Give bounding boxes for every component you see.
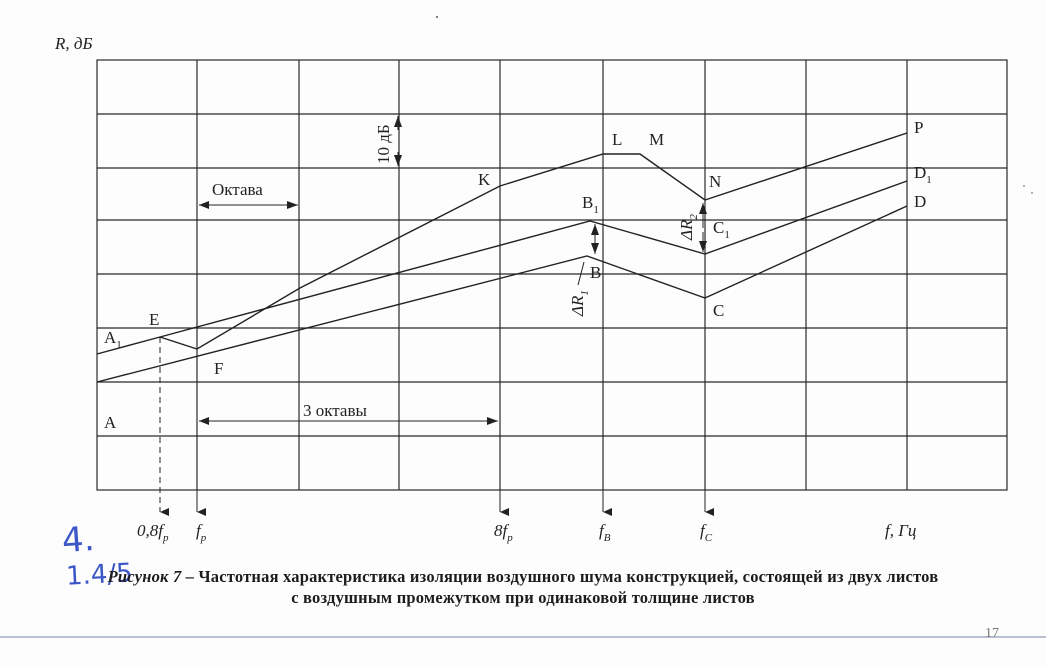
curve-e-f-k-l-m-n-p	[160, 133, 907, 349]
point-label-k: K	[478, 170, 491, 189]
point-label-m: M	[649, 130, 665, 149]
octave-label: Октава	[212, 180, 263, 199]
point-label-e: E	[149, 310, 160, 329]
scan-speck	[1031, 192, 1033, 194]
tick-label-08fp: $0,8f_р$	[137, 521, 169, 544]
point-label-c1: $C_1$	[713, 218, 730, 241]
point-label-d1: $D_1$	[914, 163, 932, 186]
handwritten-note-top: 4.	[60, 518, 96, 562]
y-axis-label: R, дБ	[55, 34, 93, 53]
figure-caption	[0, 566, 1046, 608]
point-label-b: B	[590, 263, 602, 282]
scan-speck	[436, 16, 438, 18]
point-label-d: D	[914, 192, 927, 211]
point-label-n: N	[709, 172, 722, 191]
point-label-a1: $A_1$	[104, 328, 122, 351]
delta-r2-label: $\Delta R_2$	[677, 214, 700, 240]
point-label-p: P	[914, 118, 924, 137]
point-label-f: F	[214, 359, 224, 378]
curve-a-b-c-d	[97, 206, 907, 382]
caption-lead: Рисунок 7 –	[107, 567, 195, 586]
point-label-c: C	[713, 301, 725, 320]
delta-r1-label: $\Delta R_1$	[568, 290, 591, 316]
tick-label-fp: $f_р$	[196, 521, 207, 544]
caption-line-1	[0, 566, 1046, 587]
page-footer-rule	[0, 636, 1046, 638]
point-label-b1: $B_1$	[582, 193, 599, 216]
point-label-a: A	[104, 413, 117, 432]
octave-arrow-left-head	[199, 201, 209, 209]
tick-label-8fp: $8f_р$	[494, 521, 513, 544]
point-label-l: L	[612, 130, 623, 149]
caption-line-2: с воздушным промежутком при одинаковой толщине листов	[291, 588, 755, 607]
scan-speck	[1023, 185, 1025, 187]
page-number: 17	[985, 626, 999, 641]
x-axis-label: f, Гц	[885, 521, 917, 540]
tick-label-fc: $f_C$	[700, 521, 713, 544]
scale-label: 10 дБ	[374, 124, 393, 164]
tick-label-fb: $f_В$	[599, 521, 611, 544]
grid	[97, 60, 1007, 490]
handwritten-note-bottom: 1.4/5	[65, 558, 134, 592]
three-octaves-arrow-left-head	[199, 417, 209, 425]
caption-text-1: Частотная характеристика изоляции воздушного шума конструкцией, состоящей из двух листов	[198, 567, 939, 586]
three-octaves-label: 3 октавы	[303, 401, 367, 420]
